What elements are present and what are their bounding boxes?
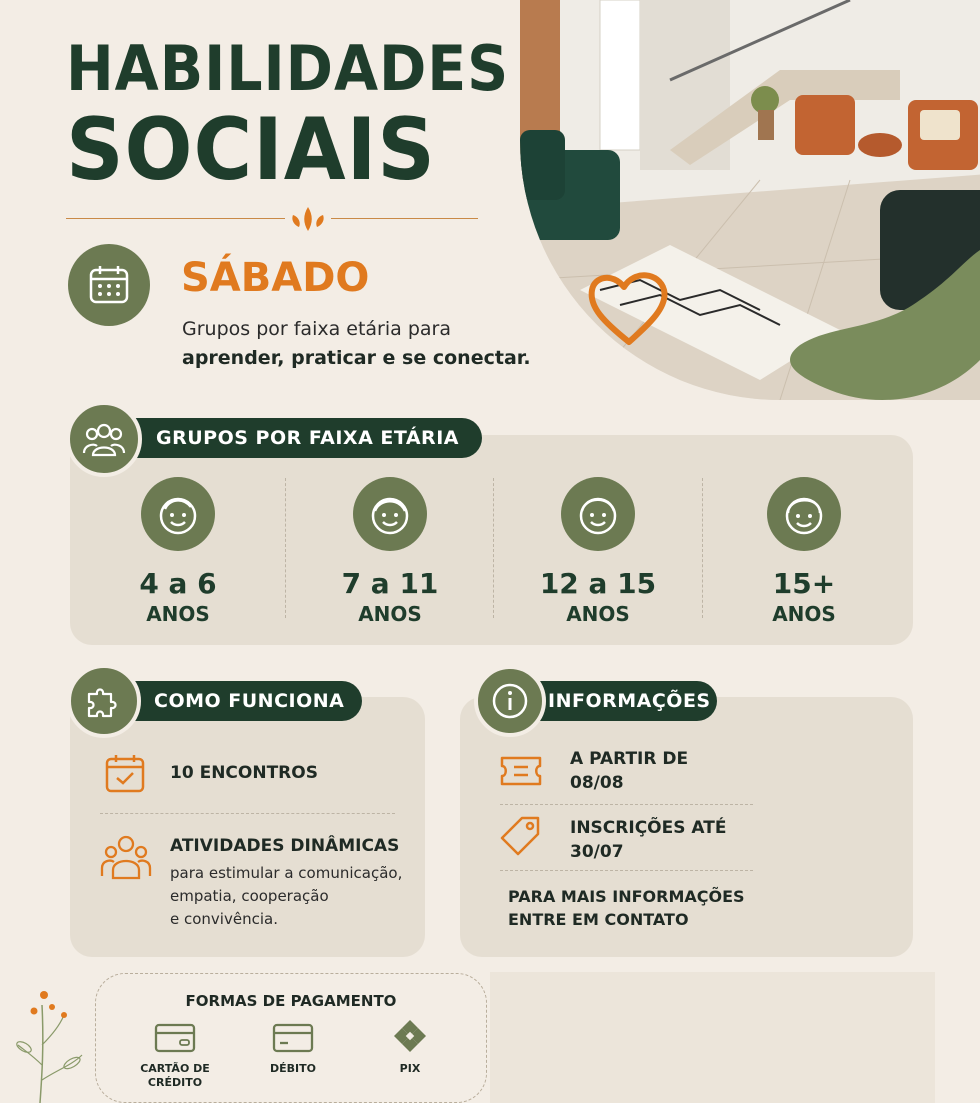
contact-line-2: ENTRE EM CONTATO bbox=[508, 910, 689, 929]
age-group-7-11 bbox=[295, 477, 485, 626]
child-face-icon bbox=[353, 477, 427, 551]
how-it-works-heading-text: COMO FUNCIONA bbox=[154, 690, 345, 712]
pix-icon bbox=[392, 1018, 428, 1054]
adult-face-icon bbox=[767, 477, 841, 551]
age-group-15-plus bbox=[709, 477, 899, 626]
payment-debit bbox=[248, 1022, 338, 1076]
meetings-count: 10 ENCONTROS bbox=[170, 763, 318, 783]
how-it-works-heading bbox=[120, 681, 362, 721]
payment-pix bbox=[365, 1018, 455, 1076]
people-group-icon bbox=[82, 419, 126, 459]
debit-label: DÉBITO bbox=[270, 1062, 316, 1075]
heart-icon bbox=[584, 262, 674, 352]
calendar-icon bbox=[86, 262, 132, 308]
activities-line-1: para estimular a comunicação, bbox=[170, 864, 403, 882]
divider bbox=[285, 478, 286, 618]
calendar-check-icon bbox=[104, 752, 146, 794]
day-title: SÁBADO bbox=[181, 255, 370, 301]
age-range: 4 a 6 bbox=[139, 567, 217, 600]
teen-face-icon bbox=[561, 477, 635, 551]
contact-line-1: PARA MAIS INFORMAÇÕES bbox=[508, 887, 745, 906]
divider bbox=[500, 870, 753, 871]
signup-deadline-label: INSCRIÇÕES ATÉ bbox=[570, 818, 727, 838]
decorative-blob bbox=[770, 250, 980, 405]
divider bbox=[493, 478, 494, 618]
info-badge bbox=[474, 665, 546, 737]
age-range: 15+ bbox=[772, 567, 836, 600]
people-icon bbox=[100, 832, 152, 882]
price-tag-icon bbox=[498, 812, 544, 858]
child-face-icon bbox=[141, 477, 215, 551]
divider bbox=[702, 478, 703, 618]
signup-deadline-value: 30/07 bbox=[570, 842, 624, 862]
age-group-4-6 bbox=[83, 477, 273, 626]
age-unit: ANOS bbox=[146, 602, 210, 626]
day-description-line-1: Grupos por faixa etária para bbox=[182, 318, 451, 340]
age-groups-heading-text: GRUPOS POR FAIXA ETÁRIA bbox=[156, 427, 459, 449]
blank-area bbox=[490, 972, 935, 1103]
info-icon bbox=[490, 681, 530, 721]
puzzle-badge bbox=[67, 664, 141, 738]
puzzle-icon bbox=[83, 680, 125, 722]
day-description-line-2: aprender, praticar e se conectar. bbox=[182, 347, 531, 369]
start-date-value: 08/08 bbox=[570, 773, 624, 793]
debit-card-icon bbox=[272, 1022, 314, 1054]
age-group-12-15 bbox=[503, 477, 693, 626]
age-unit: ANOS bbox=[772, 602, 836, 626]
credit-label-line-1: CARTÃO DE bbox=[140, 1062, 210, 1075]
divider bbox=[100, 813, 395, 814]
calendar-badge bbox=[68, 244, 150, 326]
payment-credit bbox=[130, 1022, 220, 1090]
credit-label-line-2: CRÉDITO bbox=[147, 1076, 203, 1089]
ticket-icon bbox=[498, 754, 544, 788]
title-line-2: SOCIAIS bbox=[66, 100, 436, 200]
age-range: 12 a 15 bbox=[539, 567, 657, 600]
info-heading-text: INFORMAÇÕES bbox=[548, 690, 711, 712]
group-badge bbox=[66, 401, 142, 477]
activities-line-3: e convivência. bbox=[170, 910, 278, 928]
title-line-1: HABILIDADES bbox=[66, 32, 510, 105]
activities-title: ATIVIDADES DINÂMICAS bbox=[170, 836, 400, 856]
divider bbox=[500, 804, 753, 805]
age-groups-heading bbox=[118, 418, 482, 458]
start-date-label: A PARTIR DE bbox=[570, 749, 689, 769]
age-range: 7 a 11 bbox=[341, 567, 439, 600]
pix-label: PIX bbox=[399, 1062, 421, 1075]
credit-card-icon bbox=[154, 1022, 196, 1054]
age-unit: ANOS bbox=[566, 602, 630, 626]
age-unit: ANOS bbox=[358, 602, 422, 626]
payment-heading: FORMAS DE PAGAMENTO bbox=[185, 992, 397, 1010]
title-divider bbox=[66, 218, 478, 219]
ornament-icon bbox=[285, 205, 331, 233]
branch-decoration-icon bbox=[12, 985, 87, 1103]
activities-line-2: empatia, cooperação bbox=[170, 887, 329, 905]
